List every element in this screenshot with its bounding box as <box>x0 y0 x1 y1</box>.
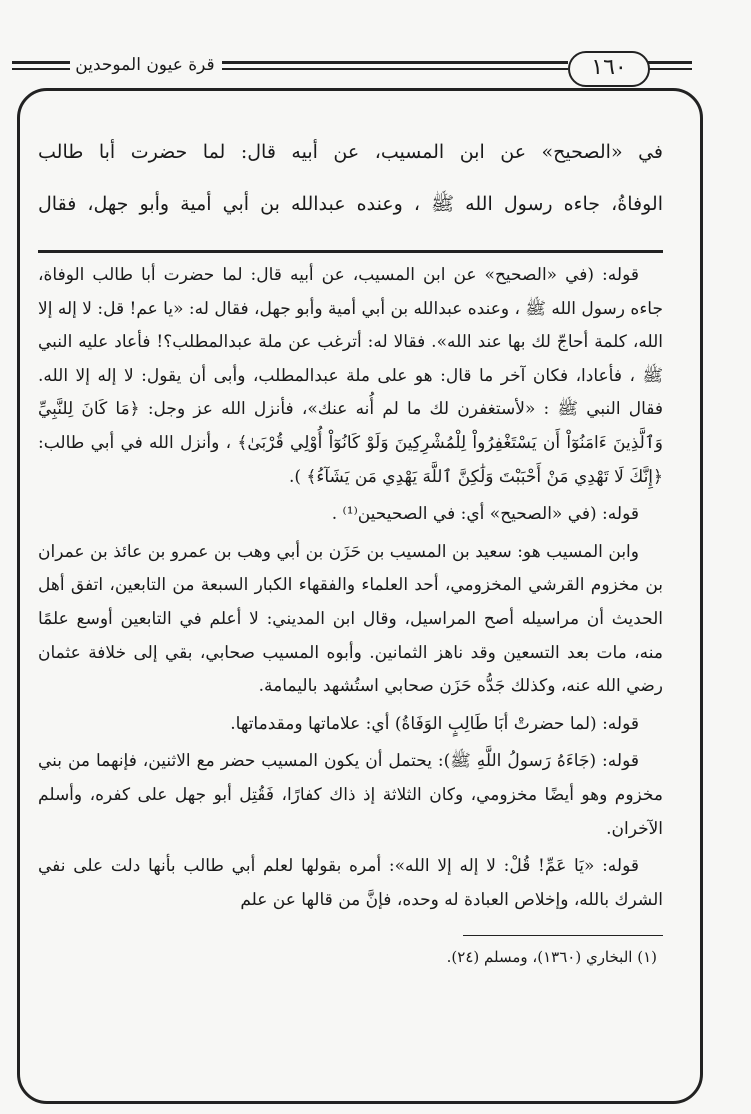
header-rule-right <box>646 61 692 64</box>
header-rule-middle-thin <box>222 68 568 70</box>
hadith-line: في «الصحيح» عن ابن المسيب، عن أبيه قال: لما حضرت أبا طالب <box>38 141 663 163</box>
section-divider <box>38 250 663 253</box>
hadith-text <box>38 126 663 230</box>
commentary-paragraph: قوله: «يَا عَمِّ! قُلْ: لا إله إلا الله»: أمره بقولها لعلم أبي طالب بأنها دلت على نفي الشرك بالله، وإخلاص العبادة له وحده، فإنَّ من قالها عن علم <box>38 856 663 910</box>
commentary-paragraph: قوله: (في «الصحيح» عن ابن المسيب، عن أبيه قال: لما حضرت أبا طالب الوفاة، جاءه رسول الله ﷺ ، وعنده عبدالله بن أبي أمية وأبو جهل، فقال له: «يا عم! قل: لا إله إلا الله، كلمة أحاجّ لك بها عند الله». فقالا له: أترغب عن ملة عبدالمطلب؟! فأعاد عليه النبي ﷺ ، فأعادا، فكان آخر ما قال: هو على ملة عبدالمطلب، وأبى أن يقول: لا إله إلا الله. فقال النبي ﷺ : «لأستغفرن لك ما لم أُنه عنك»، فأنزل الله عز وجل: ﴿مَا كَانَ لِلنَّبِيِّ وَٱلَّذِينَ ءَامَنُوٓاْ أَن يَسْتَغْفِرُواْ لِلْمُشْرِكِينَ وَلَوْ كَانُوٓاْ أُوْلِي قُرْبَىٰ﴾ ، وأنزل الله في أبي طالب: ﴿إِنَّكَ لَا تَهْدِي مَنْ أَحْبَبْتَ وَلَٰكِنَّ ٱللَّهَ يَهْدِي مَن يَشَآءُ﴾ ). <box>38 265 663 487</box>
commentary-paragraph: قوله: (لما حضرتْ أبَا طَالِبٍ الوَفَاةُ) أي: علاماتها ومقدماتها. <box>230 713 639 734</box>
header-rule-right-thin <box>646 68 692 70</box>
commentary-paragraph: قوله: (جَاءَهُ رَسولُ اللَّهِ ﷺ): يحتمل أن يكون المسيب حضر مع الاثنين، فإنهما من بني مخزوم وهو أيضًا مخزومي، وكان الثلاثة إذ ذاك كفارًا، فَقُتِل أبو جهل على كفره، وأسلم الآخران. <box>38 751 663 839</box>
page-content <box>38 110 663 966</box>
commentary <box>38 259 663 917</box>
header-rule-left-thin <box>12 68 70 70</box>
commentary-paragraph: قوله: (في «الصحيح» أي: في الصحيحين⁽¹⁾ . <box>331 504 639 525</box>
header-rule-left <box>12 61 70 64</box>
footnote: (١) البخاري (١٣٦٠)، ومسلم (٢٤). <box>446 948 657 967</box>
page-number: ١٦٠ <box>568 51 650 87</box>
hadith-line: الوفاةُ، جاءه رسول الله ﷺ ، وعنده عبدالله بن أبي أمية وأبو جهل، فقال <box>38 193 663 215</box>
commentary-paragraph: وابن المسيب هو: سعيد بن المسيب بن حَزَن بن أبي وهب بن عمرو بن عائذ بن عمران بن مخزوم القرشي المخزومي، أحد العلماء والفقهاء الكبار السبعة من التابعين، اتفق أهل الحديث أن مراسيله أصح المراسيل، وقال ابن المديني: لا أعلم في التابعين أوسع علمًا منه، مات بعد التسعين وقد ناهز الثمانين. وأبوه المسيب صحابي، بقي إلى خلافة عثمان رضي الله عنه، وكذلك جَدُّه حَزَن صحابي استُشهد باليمامة. <box>38 541 663 697</box>
header-rule-middle <box>222 61 568 64</box>
book-title: قرة عيون الموحدين <box>70 52 220 78</box>
footnote-divider <box>463 935 663 936</box>
